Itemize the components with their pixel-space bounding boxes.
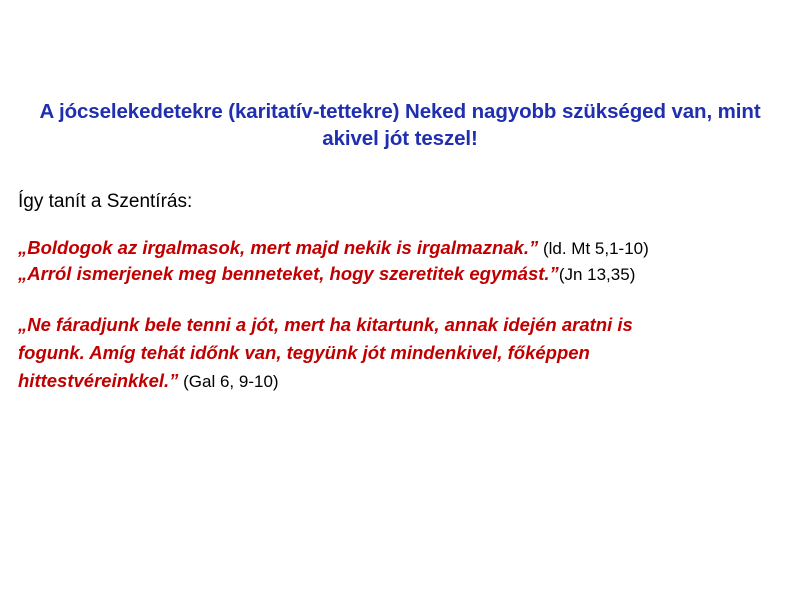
quote-2-text: „Arról ismerjenek meg benneteket, hogy szeretitek egymást.” (18, 262, 559, 284)
paragraph-reference: (Gal 6, 9-10) (178, 371, 279, 391)
paragraph-line-1: „Ne fáradjunk bele tenni a jót, mert ha kitartunk, annak idején aratni is (18, 314, 633, 336)
scripture-paragraph (18, 311, 784, 394)
paragraph-line-2: fogunk. Amíg tehát időnk van, tegyünk jót mindenkivel, főképpen (18, 341, 590, 363)
slide-title: A jócselekedetekre (karitatív-tettekre) Neked nagyobb szükséged van, mint akivel jót teszel! (39, 100, 761, 151)
paragraph-line-3-text: hittestvéreinkkel.” (18, 369, 179, 391)
scripture-quote-1 (18, 235, 784, 261)
scripture-quote-2 (18, 261, 784, 287)
slide-body (18, 190, 784, 394)
quote-1-reference: (ld. Mt 5,1-10) (538, 238, 649, 258)
quote-2-reference: (Jn 13,35) (558, 264, 636, 284)
paragraph-line-3 (18, 367, 784, 395)
intro-text: Így tanít a Szentírás: (18, 191, 193, 212)
quote-1-text: „Boldogok az irgalmasok, mert majd nekik is irgalmaznak.” (18, 236, 539, 258)
